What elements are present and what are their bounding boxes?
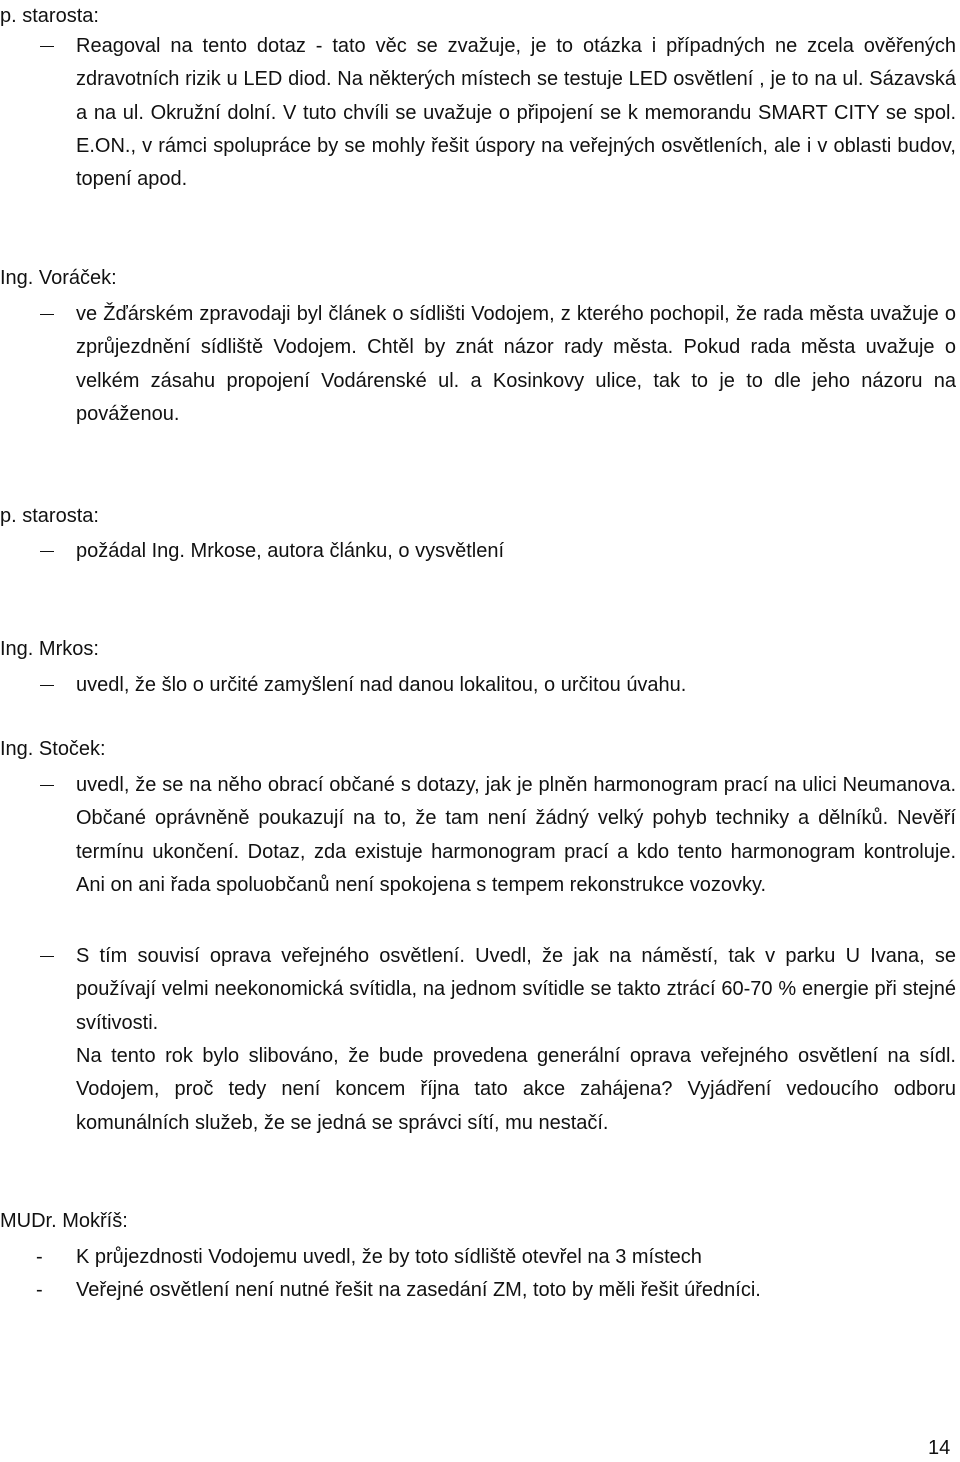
hyphen-bullet: - [36,1246,43,1268]
hyphen-bullet: - [36,1279,43,1301]
item-text: uvedl, že se na něho obrací občané s dotazy, jak je plněn harmonogram prací na ulici Neumanova. Občané oprávněně poukazují na to, že tam není žádný velký pohyb techniky a dělníků. Nevěří termínu ukončení. Dotaz, zda existuje harmonogram prací a kdo tento harmonogram kontroluje. Ani on ani řada spoluobčanů není spokojena s tempem rekonstrukce vozovky. [76,774,956,896]
item-text: požádal Ing. Mrkose, autora článku, o vysvětlení [76,540,505,562]
item-text: Na tento rok bylo slibováno, že bude provedena generální oprava veřejného osvětlení na sídl. Vodojem, proč tedy není koncem října tato akce zahájena? Vyjádření vedoucího odboru komunálních služeb, že se jedná se správci sítí, mu nestačí. [76,1045,956,1134]
speaker-heading: Ing. Mrkos: [0,638,99,660]
item-text: uvedl, že šlo o určité zamyšlení nad danou lokalitou, o určitou úvahu. [76,674,687,696]
item-text: S tím souvisí oprava veřejného osvětlení. Uvedl, že jak na náměstí, tak v parku U Ivana, se používají velmi neekonomická svítidla, na jednom svítidle se takto ztrácí 60-70 % energie při stejné svítivosti. [76,945,956,1034]
dash-bullet [40,685,54,686]
dash-bullet [40,785,54,786]
item-text: Veřejné osvětlení není nutné řešit na zasedání ZM, toto by měli řešit úředníci. [76,1279,761,1301]
dash-bullet [40,314,54,315]
speaker-heading: p. starosta: [0,5,99,27]
item-text: Reagoval na tento dotaz - tato věc se zvažuje, je to otázka i případných ne zcela ověřených zdravotních rizik u LED diod. Na některých místech se testuje LED osvětlení , je to na ul. Sázavská a na ul. Okružní dolní. V tuto chvíli se uvažuje o připojení se k memorandu SMART CITY se spol. E.ON., v rámci spolupráce by se mohly řešit úspory na veřejných osvětleních, ale i v oblasti budov, topení apod. [76,35,956,191]
speaker-heading: Ing. Voráček: [0,267,117,289]
item-text: K průjezdnosti Vodojemu uvedl, že by toto sídliště otevřel na 3 místech [76,1246,702,1268]
dash-bullet [40,956,54,957]
item-text: ve Žďárském zpravodaji byl článek o sídlišti Vodojem, z kterého pochopil, že rada města uvažuje o zprůjezdnění sídliště Vodojem. Chtěl by znát názor rady města. Pokud rada města uvažuje o velkém zásahu propojení Vodárenské ul. a Kosinkovy ulice, tak to je to dle jeho názoru na pováženou. [76,303,956,425]
page-number: 14 [928,1437,951,1459]
speaker-heading: p. starosta: [0,505,99,527]
speaker-heading: Ing. Stoček: [0,738,106,760]
dash-bullet [40,551,54,552]
speaker-heading: MUDr. Mokříš: [0,1210,128,1232]
dash-bullet [40,46,54,47]
